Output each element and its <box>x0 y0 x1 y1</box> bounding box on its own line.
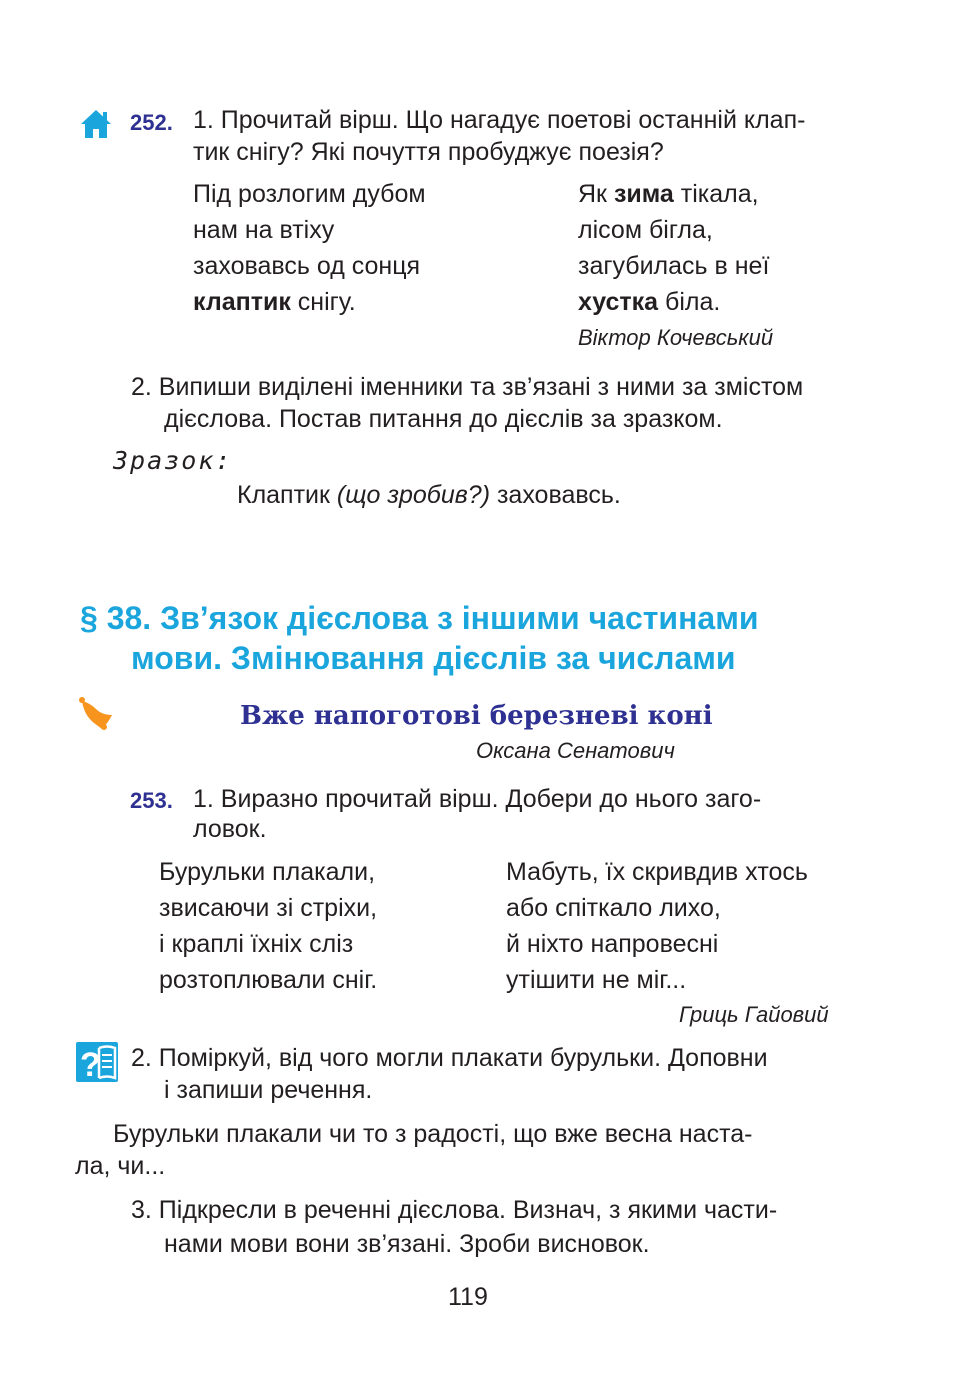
sample-question: (що зробив?) <box>336 481 491 509</box>
home-icon <box>79 108 113 140</box>
poem-line: утішити не міг... <box>506 966 687 994</box>
task-253-2-line2: і запиши речення. <box>164 1076 373 1104</box>
task-253-2-line1: 2. Поміркуй, від чого могли плакати бурульки. Доповни <box>131 1044 768 1072</box>
sample-text: заховавсь. <box>490 481 621 509</box>
poem-author: Віктор Кочевський <box>578 325 774 350</box>
section-heading-line1: § 38. Зв’язок дієслова з іншими частинами <box>80 600 759 636</box>
poem-text: снігу. <box>290 288 356 316</box>
poem-text: тікала, <box>673 180 759 208</box>
sentence-line2: ла, чи... <box>75 1152 166 1180</box>
poem-line: розтоплювали сніг. <box>159 966 378 994</box>
poem-text: Як <box>578 180 614 208</box>
task-253-3-line1: 3. Підкресли в реченні дієслова. Визнач, з якими части- <box>131 1196 778 1224</box>
question-book-icon <box>74 1040 120 1084</box>
poem-line: і краплі їхніх сліз <box>159 930 354 958</box>
poem-line: заховавсь од сонця <box>193 252 421 280</box>
task-252-1-line1: 1. Прочитай вірш. Що нагадує поетові останній клап- <box>193 106 806 134</box>
exercise-number-253: 253. <box>130 788 173 813</box>
poem-line <box>578 176 759 212</box>
task-252-2-line1: 2. Випиши виділені іменники та зв’язані з ними за змістом <box>131 373 804 401</box>
sample-sentence <box>237 477 621 513</box>
svg-text:?: ? <box>80 1046 101 1084</box>
poem-line <box>193 284 356 320</box>
exercise-number-252: 252. <box>130 110 173 135</box>
page-number: 119 <box>448 1283 488 1311</box>
poem-line: Під розлогим дубом <box>193 180 426 208</box>
highlighted-noun: клаптик <box>193 288 291 316</box>
task-252-2-line2: дієслова. Постав питання до дієслів за зразком. <box>164 405 723 433</box>
poem-line: загубилась в неї <box>578 252 770 280</box>
task-253-1-line2: ловок. <box>193 815 267 843</box>
poem-author: Гриць Гайовий <box>679 1002 829 1027</box>
bell-icon <box>76 693 116 733</box>
task-252-1-line2: тик снігу? Які почуття пробуджує поезія? <box>193 138 664 166</box>
poem-title-author: Оксана Сенатович <box>476 738 675 763</box>
section-heading-line2: мови. Змінювання дієслів за числами <box>131 640 736 676</box>
sample-label: Зразок: <box>113 446 233 475</box>
highlighted-noun: хустка <box>578 288 659 316</box>
task-253-3-line2: нами мови вони зв’язані. Зроби висновок. <box>164 1230 650 1258</box>
poem-line <box>578 284 720 320</box>
poem-text: біла. <box>658 288 721 316</box>
poem-line: Бурульки плакали, <box>159 858 376 886</box>
highlighted-noun: зима <box>613 180 674 208</box>
poem-line: звисаючи зі стріхи, <box>159 894 378 922</box>
poem-line: й ніхто напровесні <box>506 930 719 958</box>
poem-line: або спіткало лихо, <box>506 894 721 922</box>
task-253-1-line1: 1. Виразно прочитай вірш. Добери до нього заго- <box>193 785 762 813</box>
sample-text: Клаптик <box>237 481 337 509</box>
sentence-line1: Бурульки плакали чи то з радості, що вже весна наста- <box>113 1120 753 1148</box>
poem-line: Мабуть, їх скривдив хтось <box>506 858 808 886</box>
poem-line: нам на втіху <box>193 216 335 244</box>
poem-line: лісом бігла, <box>578 216 713 244</box>
poem-title: Вже напоготові березневі коні <box>240 701 713 731</box>
